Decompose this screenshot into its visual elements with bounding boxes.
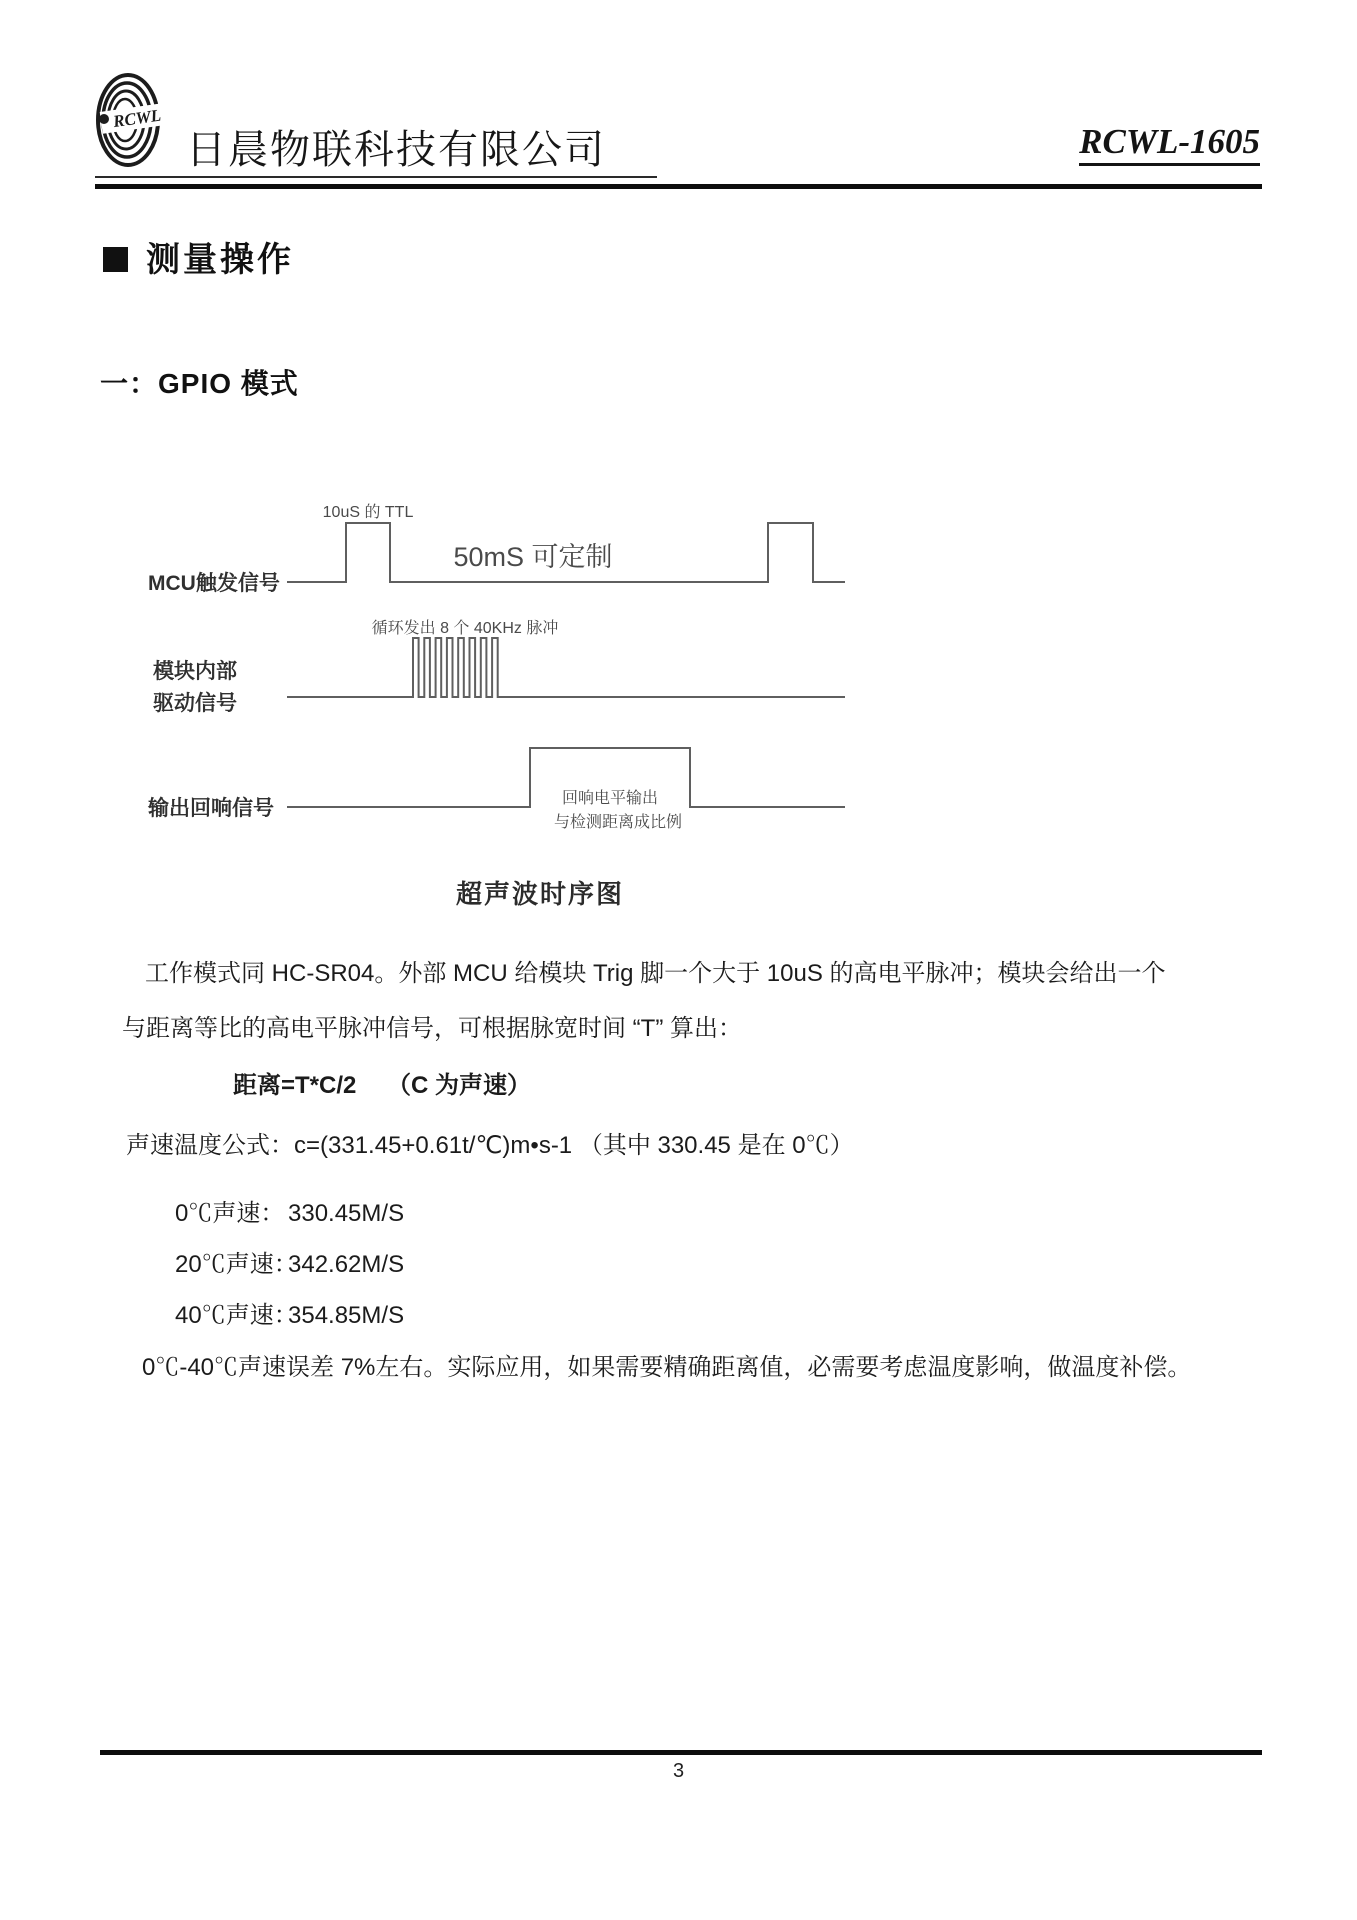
speed-row-20c-label: 20℃声速：: [175, 1251, 298, 1278]
company-logo-icon: [93, 70, 167, 170]
diagram-row1-label: MCU触发信号: [148, 572, 280, 595]
header-rule-thick: [95, 184, 1262, 189]
page-number: 3: [672, 1760, 685, 1782]
document-model-number: [1048, 122, 1260, 162]
speed-row-40c-value: 354.85M/S: [288, 1302, 405, 1329]
model-number-text: RCWL-1605: [1079, 122, 1260, 166]
sound-speed-formula: 声速温度公式：c=(331.45+0.61t/℃)m•s-1 （其中 330.45 是在 0℃）: [126, 1132, 854, 1159]
company-name: 日晨物联科技有限公司: [186, 128, 606, 172]
paragraph-line2: 与距离等比的高电平脉冲信号，可根据脉宽时间 “T” 算出：: [122, 1015, 742, 1042]
temperature-note: 0℃-40℃声速误差 7%左右。实际应用，如果需要精确距离值，必需要考虑温度影响，做温度补偿。: [142, 1354, 1192, 1381]
paragraph-line1: 工作模式同 HC-SR04。外部 MCU 给模块 Trig 脚一个大于 10uS 的高电平脉冲；模块会给出一个: [145, 960, 1166, 987]
drive-signal-waveform: [287, 638, 845, 697]
speed-row-40c-label: 40℃声速：: [175, 1302, 298, 1329]
annotation-40khz-burst: 循环发出 8 个 40KHz 脉冲: [371, 620, 559, 637]
speed-row-20c-value: 342.62M/S: [288, 1251, 405, 1278]
annotation-50ms-period: 50mS 可定制: [453, 542, 613, 572]
speed-row-0c-value: 330.45M/S: [288, 1200, 405, 1227]
footer-rule: [100, 1750, 1262, 1755]
ultrasonic-timing-diagram: [120, 415, 900, 925]
annotation-echo-line1: 回响电平输出: [561, 790, 659, 807]
distance-formula: 距离=T*C/2 （C 为声速）: [233, 1072, 532, 1099]
annotation-10us-ttl: 10uS 的 TTL: [322, 504, 414, 521]
speed-row-0c-label: 0℃声速：: [175, 1200, 285, 1227]
logo-text: RCWL: [111, 105, 163, 132]
diagram-row2-label-line2: 驱动信号: [153, 692, 237, 715]
section-bullet-square: [103, 247, 128, 272]
header-underline-thin: [95, 176, 657, 178]
section-heading: [103, 240, 294, 280]
diagram-caption: 超声波时序图: [455, 879, 625, 909]
section-title: 测量操作: [146, 241, 294, 279]
diagram-row3-label: 输出回响信号: [148, 797, 274, 820]
diagram-row2-label-line1: 模块内部: [153, 660, 237, 683]
subsection-title-gpio-mode: 一：GPIO 模式: [100, 368, 299, 399]
annotation-echo-line2: 与检测距离成比例: [553, 814, 683, 831]
